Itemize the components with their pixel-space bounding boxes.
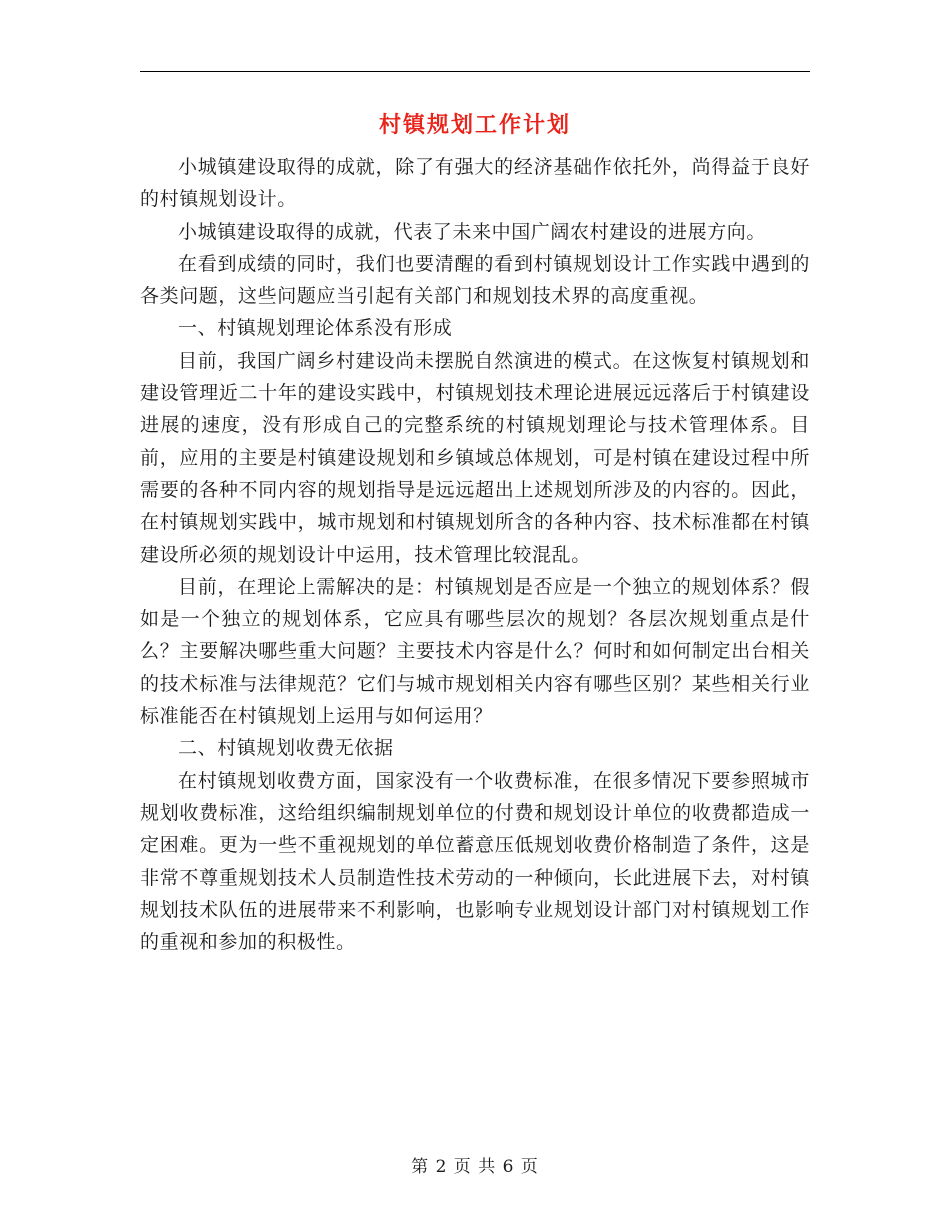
paragraph-intro-1: 小城镇建设取得的成就，除了有强大的经济基础作依托外，尚得益于良好的村镇规划设计。 — [140, 156, 810, 211]
section-heading-2: 二、村镇规划收费无依据 — [178, 737, 394, 760]
paragraph-section2-1: 在村镇规划收费方面，国家没有一个收费标准，在很多情况下要参照城市规划收费标准，这给组织编制规划单位的付费和规划设计单位的收费都造成一定困难。更为一些不重视规划的单位蓄意压低规划收费价格制造了条件，这是非常不尊重规划技术人员制造性技术劳动的一种倾向，长此进展下去，对村镇规划技术队伍的进展带来不利影响，也影响专业规划设计部门对村镇规划工作的重视和参加的积极性。 — [140, 769, 810, 954]
header-rule — [140, 71, 810, 72]
page-number-footer: 第 2 页 共 6 页 — [411, 1157, 539, 1177]
document-title: 村镇规划工作计划 — [378, 112, 571, 138]
document-body — [140, 151, 810, 958]
section-heading-1: 一、村镇规划理论体系没有形成 — [178, 317, 453, 340]
paragraph-section1-1: 目前，我国广阔乡村建设尚未摆脱自然演进的模式。在这恢复村镇规划和建设管理近二十年的建设实践中，村镇规划技术理论进展远远落后于村镇建设进展的速度，没有形成自己的完整系统的村镇规划理论与技术管理体系。目前，应用的主要是村镇建设规划和乡镇域总体规划，可是村镇在建设过程中所需要的各种不同内容的规划指导是远远超出上述规划所涉及的内容的。因此，在村镇规划实践中，城市规划和村镇规划所含的各种内容、技术标准都在村镇建设所必须的规划设计中运用，技术管理比较混乱。 — [140, 349, 810, 566]
paragraph-intro-2: 小城镇建设取得的成就，代表了未来中国广阔农村建设的进展方向。 — [178, 220, 767, 243]
paragraph-intro-3: 在看到成绩的同时，我们也要清醒的看到村镇规划设计工作实践中遇到的各类问题，这些问题应当引起有关部门和规划技术界的高度重视。 — [140, 252, 810, 308]
paragraph-section1-2: 目前，在理论上需解决的是：村镇规划是否应是一个独立的规划体系？假如是一个独立的规划体系，它应具有哪些层次的规划？各层次规划重点是什么？主要解决哪些重大问题？主要技术内容是什么？何时和如何制定出台相关的技术标准与法律规范？它们与城市规划相关内容有哪些区别？某些相关行业标准能否在村镇规划上运用与如何运用？ — [140, 575, 810, 728]
